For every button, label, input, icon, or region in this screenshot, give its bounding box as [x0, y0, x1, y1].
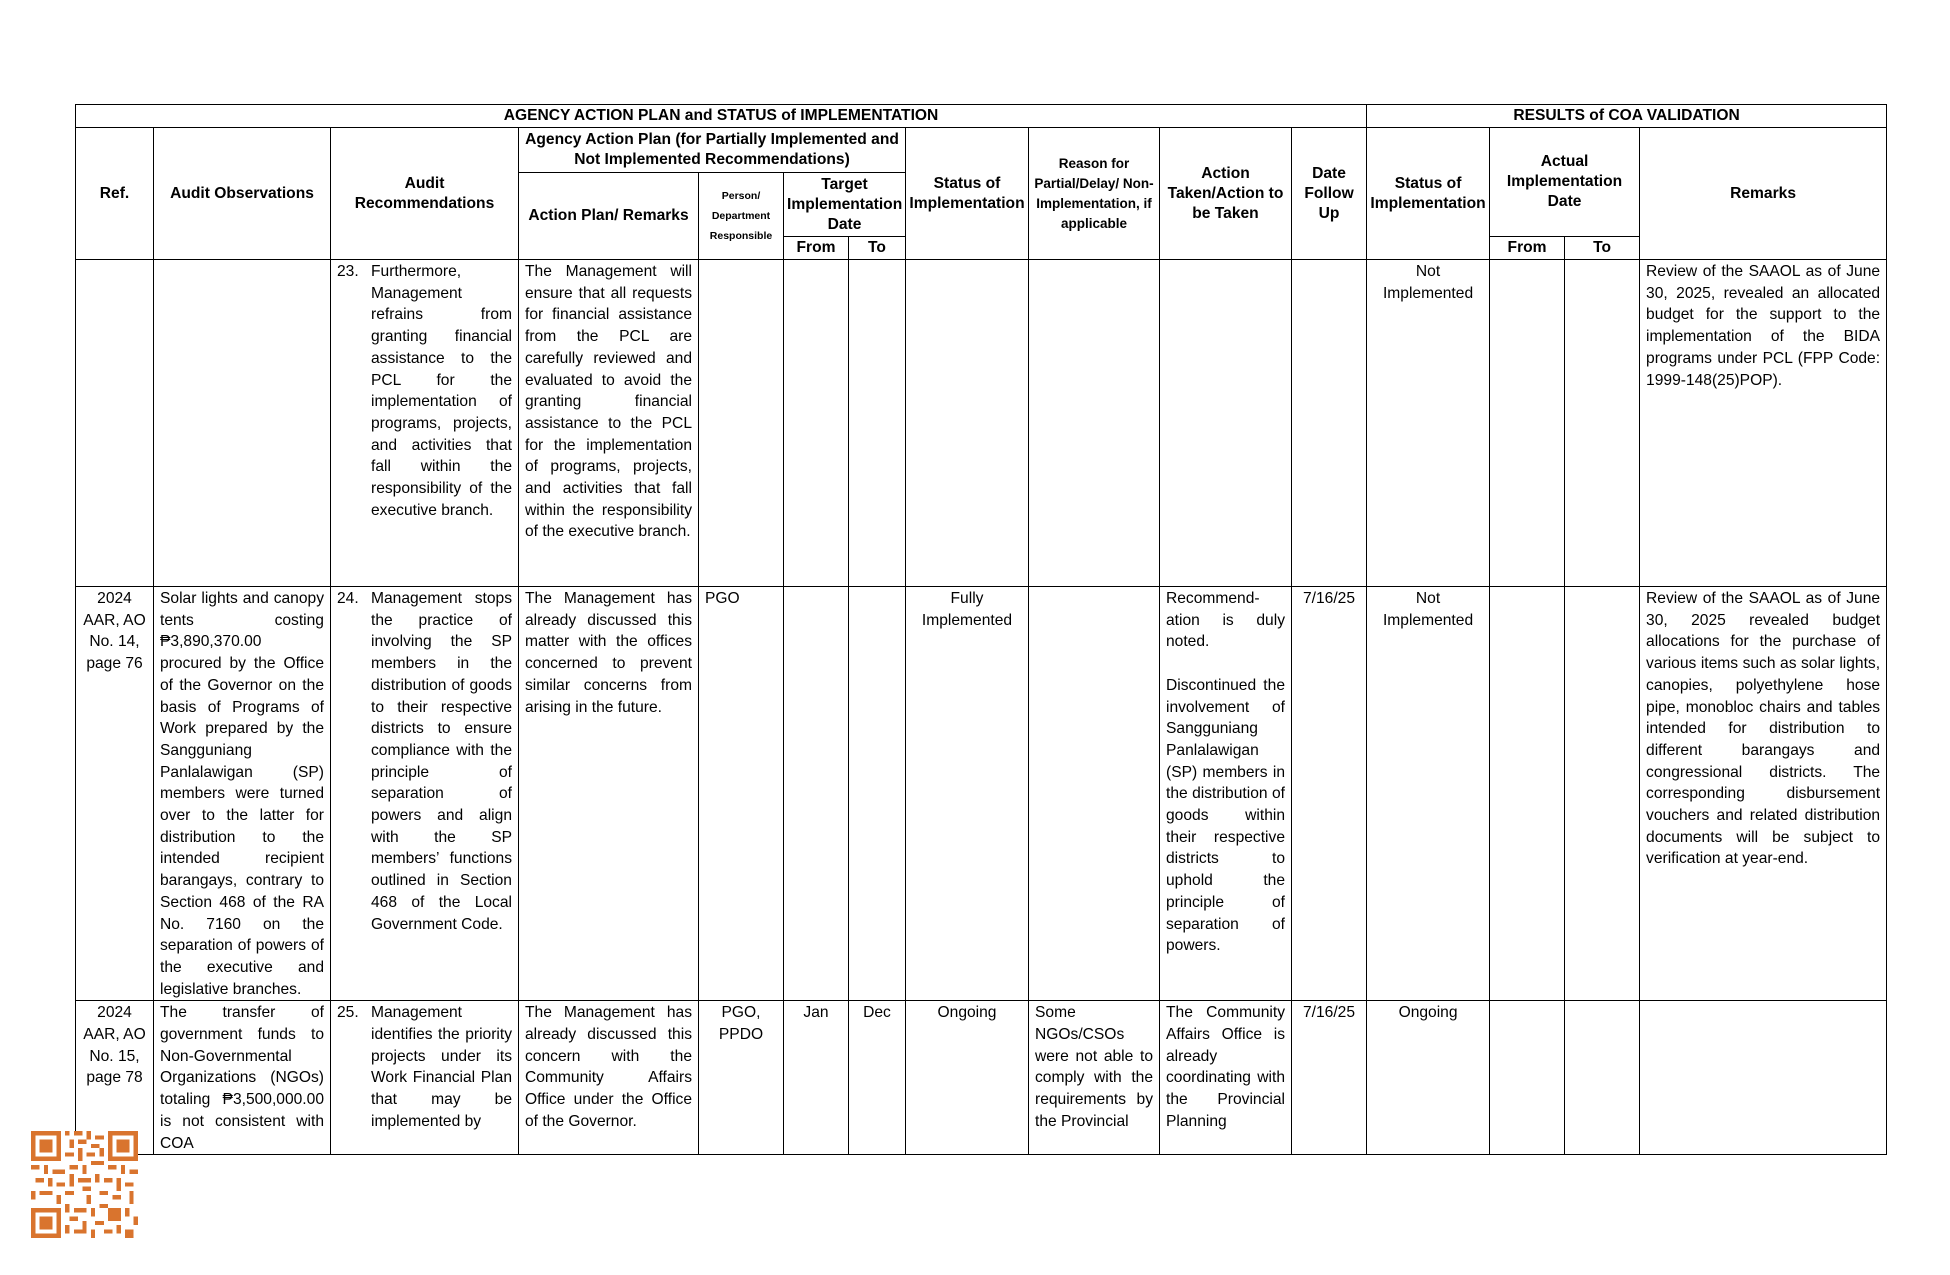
actual-date-header: Actual Implementation Date [1490, 128, 1640, 237]
actual-from-cell [1490, 260, 1565, 587]
action-taken-text-2: Discontinued the involvement of Sangguniang Panlalawigan (SP) members in the distribution of goods within their respective districts to uphold the principle of separation of powers. [1166, 676, 1285, 955]
target-to-cell [849, 587, 906, 1001]
target-from-header: From [784, 237, 849, 260]
person-cell [699, 260, 784, 587]
target-to-cell: Dec [849, 1001, 906, 1155]
ref-cell: 2024 AAR, AO No. 15, page 78 [76, 1001, 154, 1155]
action-taken-cell [1160, 587, 1292, 1001]
actual-from-cell [1490, 587, 1565, 1001]
ref-cell: 2024 AAR, AO No. 14, page 76 [76, 587, 154, 1001]
recommendation-number: 24. [337, 590, 359, 607]
remarks-cell [1640, 1001, 1887, 1155]
reason-header: Reason for Partial/Delay/ Non-Implementation, if applicable [1029, 128, 1160, 260]
action-plan-remarks-header: Action Plan/ Remarks [519, 173, 699, 260]
coa-status-cell: Not Implemented [1367, 260, 1490, 587]
target-to-header: To [849, 237, 906, 260]
observation-cell: The transfer of government funds to Non-Governmental Organizations (NGOs) totaling ₱3,500,000.00 is not consistent with COA [154, 1001, 331, 1155]
status-cell: Ongoing [906, 1001, 1029, 1155]
remarks-cell: Review of the SAAOL as of June 30, 2025 revealed budget allocations for the purchase of various items such as solar lights, canopies, polyethylene hose pipe, monobloc chairs and tables intended for distribution to different barangays and congressional districts. The corresponding disbursement vouchers and related distribution documents will be subject to verification at year-end. [1640, 587, 1887, 1001]
remarks-cell: Review of the SAAOL as of June 30, 2025, revealed an allocated budget for the support to the implementation of the BIDA programs under PCL (FPP Code: 1999-148(25)POP). [1640, 260, 1887, 587]
qr-code-icon [31, 1131, 138, 1238]
date-follow-up-header: Date Follow Up [1292, 128, 1367, 260]
target-from-cell: Jan [784, 1001, 849, 1155]
target-to-cell [849, 260, 906, 587]
follow-up-cell [1292, 260, 1367, 587]
action-plan-cell: The Management has already discussed this concern with the Community Affairs Office under the Office of the Governor. [519, 1001, 699, 1155]
agency-section-header: AGENCY ACTION PLAN and STATUS of IMPLEMENTATION [76, 105, 1367, 128]
reason-cell [1029, 587, 1160, 1001]
status-header: Status of Implementation [906, 128, 1029, 260]
action-taken-cell [1160, 1001, 1292, 1155]
actual-to-cell [1565, 260, 1640, 587]
action-taken-text: The Community Affairs Office is already coordinating with the Provincial Planning [1166, 1004, 1285, 1130]
status-cell [906, 260, 1029, 587]
coa-section-header: RESULTS of COA VALIDATION [1367, 105, 1887, 128]
table-row [76, 260, 1887, 587]
recommendation-number: 25. [337, 1004, 359, 1022]
reason-cell: Some NGOs/CSOs were not able to comply with the requirements by the Provincial [1029, 1001, 1160, 1155]
reason-cell [1029, 260, 1160, 587]
actual-to-cell [1565, 587, 1640, 1001]
coa-status-cell: Not Implemented [1367, 587, 1490, 1001]
recommendation-text: Furthermore, Management refrains from granting financial assistance to the PCL for the implementation of programs, projects, and activities that fall within the responsibility of the executive branch. [371, 263, 512, 519]
person-cell: PGO, PPDO [699, 1001, 784, 1155]
target-from-cell [784, 260, 849, 587]
action-taken-cell [1160, 260, 1292, 587]
action-plan-table [75, 104, 1887, 1155]
audit-observations-header: Audit Observations [154, 128, 331, 260]
recommendation-text: Management stops the practice of involving the SP members in the distribution of goods to their respective districts to ensure compliance with the principle of separation of powers and align with the SP members’ functions outlined in Section 468 of the Local Government Code. [371, 590, 512, 933]
paragraph-gap [1166, 653, 1285, 675]
coa-status-cell: Ongoing [1367, 1001, 1490, 1155]
target-date-header: Target Implementation Date [784, 173, 906, 237]
coa-status-header: Status of Implementation [1367, 128, 1490, 260]
audit-recommendations-header: Audit Recommendations [331, 128, 519, 260]
observation-cell [154, 260, 331, 587]
agency-action-plan-header: Agency Action Plan (for Partially Implemented and Not Implemented Recommendations) [519, 128, 906, 173]
recommendation-cell [331, 260, 519, 587]
action-plan-cell: The Management has already discussed this matter with the offices concerned to prevent similar concerns from arising in the future. [519, 587, 699, 1001]
recommendation-cell [331, 1001, 519, 1155]
actual-from-cell [1490, 1001, 1565, 1155]
recommendation-cell [331, 587, 519, 1001]
actual-to-cell [1565, 1001, 1640, 1155]
observation-cell: Solar lights and canopy tents costing ₱3,890,370.00 procured by the Office of the Governor on the basis of Programs of Work prepared by the Sangguniang Panlalawigan (SP) members were turned over to the latter for distribution to the intended recipient barangays, contrary to Section 468 of the RA No. 7160 on the separation of powers of the executive and legislative branches. [154, 587, 331, 1001]
target-from-cell [784, 587, 849, 1001]
table-row [76, 587, 1887, 1001]
status-cell: Fully Implemented [906, 587, 1029, 1001]
person-cell: PGO [699, 587, 784, 1001]
action-plan-cell: The Management will ensure that all requests for financial assistance from the PCL are carefully reviewed and evaluated to avoid the granting financial assistance to the PCL for the implementation of programs, projects, and activities that fall within the responsibility of the executive branch. [519, 260, 699, 587]
person-responsible-header: Person/ Department Responsible [699, 173, 784, 260]
remarks-header: Remarks [1640, 128, 1887, 260]
ref-header: Ref. [76, 128, 154, 260]
table-row [76, 1001, 1887, 1155]
recommendation-number: 23. [337, 263, 359, 280]
recommendation-text: Management identifies the priority projects under its Work Financial Plan that may be implemented by [371, 1004, 512, 1130]
actual-from-header: From [1490, 237, 1565, 260]
follow-up-cell: 7/16/25 [1292, 1001, 1367, 1155]
action-taken-text: Recommend-ation is duly noted. [1166, 590, 1285, 651]
actual-to-header: To [1565, 237, 1640, 260]
follow-up-cell: 7/16/25 [1292, 587, 1367, 1001]
ref-cell [76, 260, 154, 587]
action-taken-header: Action Taken/Action to be Taken [1160, 128, 1292, 260]
